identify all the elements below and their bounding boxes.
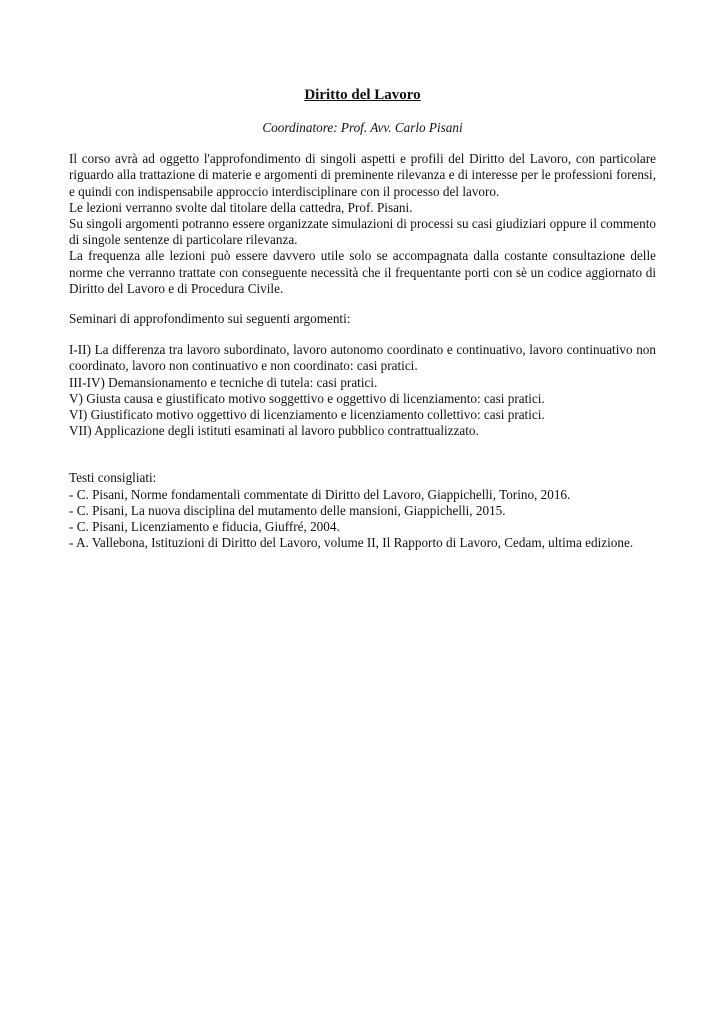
seminar-item: I-II) La differenza tra lavoro subordinato, lavoro autonomo coordinato e continuativo, lavoro continuativo non coordinato, lavoro non continuativo e non coordinato: casi pratici. <box>69 342 656 374</box>
reference-item: - C. Pisani, La nuova disciplina del mutamento delle mansioni, Giappichelli, 2015. <box>69 502 506 518</box>
document-title: Diritto del Lavoro <box>304 87 421 103</box>
document-body <box>69 86 656 551</box>
seminars-intro: Seminari di approfondimento sui seguenti argomenti: <box>69 311 351 327</box>
reference-item: - A. Vallebona, Istituzioni di Diritto del Lavoro, volume II, Il Rapporto di Lavoro, Cedam, ultima edizione. <box>69 535 634 551</box>
reference-item: - C. Pisani, Norme fondamentali commentate di Diritto del Lavoro, Giappichelli, Torino, 2016. <box>69 486 571 502</box>
seminar-item: VI) Giustificato motivo oggettivo di licenziamento e licenziamento collettivo: casi pratici. <box>69 407 545 423</box>
coordinator-line: Coordinatore: Prof. Avv. Carlo Pisani <box>262 120 463 135</box>
references-section <box>69 470 656 551</box>
course-description <box>69 151 656 297</box>
seminar-item: VII) Applicazione degli istituti esaminati al lavoro pubblico contrattualizzato. <box>69 423 479 439</box>
seminar-item: V) Giusta causa e giustificato motivo soggettivo e oggettivo di licenziamento: casi pratici. <box>69 390 545 406</box>
description-paragraph: La frequenza alle lezioni può essere davvero utile solo se accompagnata dalla costante consultazione delle norme che verranno trattate con conseguente necessità che il frequentante porti con sè un codice aggiornato di Diritto del Lavoro e di Procedura Civile. <box>69 248 656 296</box>
seminar-list <box>69 342 656 439</box>
description-paragraph: Il corso avrà ad oggetto l'approfondimento di singoli aspetti e profili del Diritto del Lavoro, con particolare riguardo alla trattazione di materie e argomenti di preminente rilevanza e di interesse per le professioni forensi, e quindi con indispensabile approccio interdisciplinare con il processo del lavoro. <box>69 151 656 199</box>
description-paragraph: Su singoli argomenti potranno essere organizzate simulazioni di processi su casi giudiziari oppure il commento di singole sentenze di particolare rilevanza. <box>69 216 656 248</box>
description-paragraph: Le lezioni verranno svolte dal titolare della cattedra, Prof. Pisani. <box>69 199 413 215</box>
seminar-item: III-IV) Demansionamento e tecniche di tutela: casi pratici. <box>69 374 378 390</box>
references-heading: Testi consigliati: <box>69 470 157 486</box>
reference-item: - C. Pisani, Licenziamento e fiducia, Giuffré, 2004. <box>69 519 340 535</box>
